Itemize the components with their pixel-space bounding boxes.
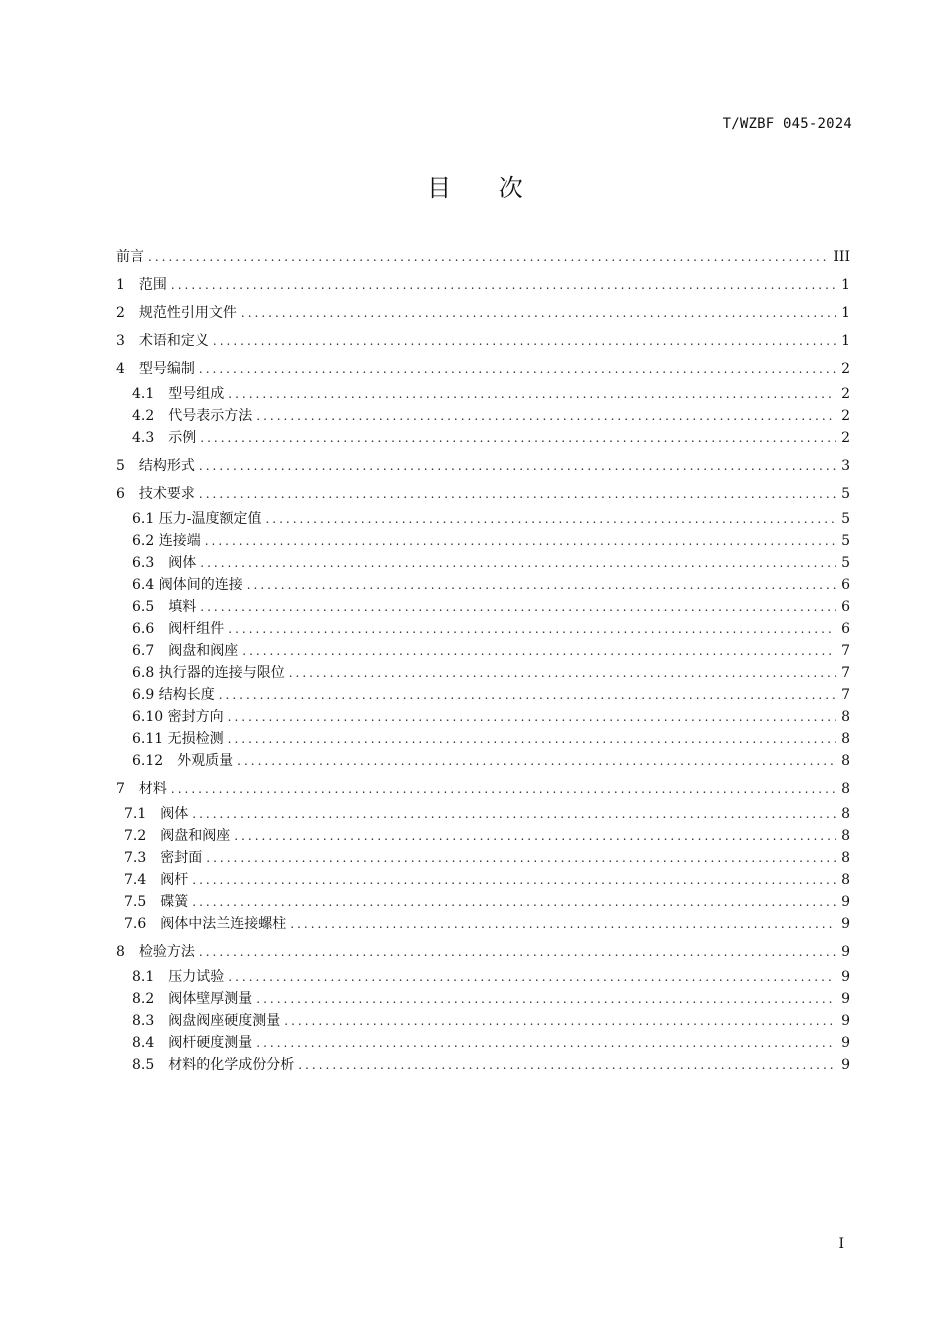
toc-entry-page: 9: [841, 1013, 850, 1029]
toc-leader-dots: [199, 358, 836, 380]
document-code: T/WZBF 045-2024: [722, 116, 852, 132]
toc-entry-page: 2: [841, 430, 850, 446]
toc-entry[interactable]: [116, 455, 850, 477]
toc-entry-page: 8: [841, 781, 850, 797]
toc-entry-label: 7 材料: [116, 781, 167, 797]
page-number: I: [838, 1236, 844, 1252]
toc-leader-dots: [242, 640, 836, 662]
toc-entry-label: 7.2 阀盘和阀座: [124, 828, 231, 844]
toc-entry[interactable]: [116, 640, 850, 662]
toc-entry-label: 6.8 执行器的连接与限位: [132, 665, 285, 681]
toc-leader-dots: [228, 383, 836, 405]
toc-entry[interactable]: [116, 941, 850, 963]
toc-entry[interactable]: [116, 1010, 850, 1032]
toc-entry[interactable]: [116, 246, 850, 268]
toc-entry-page: 9: [841, 1057, 850, 1073]
toc-leader-dots: [237, 750, 836, 772]
toc-entry-page: 9: [841, 894, 850, 910]
toc-entry-label: 8.1 压力试验: [132, 969, 225, 985]
toc-entry[interactable]: [116, 1032, 850, 1054]
toc-entry[interactable]: [116, 596, 850, 618]
toc-entry[interactable]: [116, 966, 850, 988]
toc-entry-label: 6 技术要求: [116, 486, 195, 502]
toc-entry-label: 8.3 阀盘阀座硬度测量: [132, 1013, 281, 1029]
toc-entry-page: 7: [841, 643, 850, 659]
toc-entry[interactable]: [116, 706, 850, 728]
toc-entry-page: 9: [841, 969, 850, 985]
toc-leader-dots: [171, 274, 836, 296]
toc-entry-page: 2: [841, 408, 850, 424]
toc-leader-dots: [206, 847, 836, 869]
toc-leader-dots: [256, 988, 836, 1010]
toc-leader-dots: [228, 966, 836, 988]
toc-entry-label: 7.3 密封面: [124, 850, 203, 866]
toc-leader-dots: [200, 552, 836, 574]
toc-entry-label: 4 型号编制: [116, 361, 195, 377]
toc-entry-label: 7.4 阀杆: [124, 872, 189, 888]
toc-entry[interactable]: [116, 405, 850, 427]
toc-entry-label: 8 检验方法: [116, 944, 195, 960]
toc-entry[interactable]: [116, 803, 850, 825]
toc-leader-dots: [289, 662, 836, 684]
toc-entry-label: 6.9 结构长度: [132, 687, 215, 703]
toc-entry-label: 8.4 阀杆硬度测量: [132, 1035, 253, 1051]
toc-entry-label: 前言: [116, 249, 144, 265]
toc-entry-label: 4.1 型号组成: [132, 386, 225, 402]
toc-entry-label: 7.5 碟簧: [124, 894, 189, 910]
toc-entry-label: 6.7 阀盘和阀座: [132, 643, 239, 659]
toc-leader-dots: [256, 1032, 836, 1054]
toc-entry-label: 3 术语和定义: [116, 333, 209, 349]
toc-entry-label: 6.2 连接端: [132, 533, 201, 549]
toc-entry-page: 8: [841, 872, 850, 888]
toc-leader-dots: [228, 728, 836, 750]
toc-leader-dots: [192, 891, 836, 913]
toc-entry[interactable]: [116, 750, 850, 772]
toc-entry[interactable]: [116, 552, 850, 574]
toc-entry-page: 5: [841, 555, 850, 571]
toc-entry-page: 2: [841, 361, 850, 377]
toc-entry-page: 1: [841, 277, 850, 293]
toc-entry-page: 8: [841, 806, 850, 822]
toc-entry-page: 7: [841, 665, 850, 681]
toc-entry-label: 6.1 压力-温度额定值: [132, 511, 262, 527]
toc-entry-page: 5: [841, 486, 850, 502]
toc-entry-label: 6.12 外观质量: [132, 753, 234, 769]
toc-leader-dots: [241, 302, 836, 324]
toc-entry-page: 9: [841, 944, 850, 960]
toc-entry-label: 1 范围: [116, 277, 167, 293]
toc-entry[interactable]: [116, 988, 850, 1010]
toc-leader-dots: [200, 596, 836, 618]
toc-entry-label: 6.10 密封方向: [132, 709, 224, 725]
toc-entry-label: 7.1 阀体: [124, 806, 189, 822]
toc-entry[interactable]: [116, 847, 850, 869]
toc-entry-page: 3: [841, 458, 850, 474]
toc-entry[interactable]: [116, 662, 850, 684]
toc-entry[interactable]: [116, 358, 850, 380]
toc-entry[interactable]: [116, 825, 850, 847]
toc-entry[interactable]: [116, 427, 850, 449]
toc-entry-label: 6.3 阀体: [132, 555, 197, 571]
toc-entry[interactable]: [116, 508, 850, 530]
toc-entry[interactable]: [116, 1054, 850, 1076]
toc-entry-label: 8.5 材料的化学成份分析: [132, 1057, 295, 1073]
toc-entry-label: 7.6 阀体中法兰连接螺柱: [124, 916, 287, 932]
toc-leader-dots: [192, 869, 836, 891]
toc-entry-page: 2: [841, 386, 850, 402]
toc-entry-page: 5: [841, 511, 850, 527]
toc-entry[interactable]: [116, 483, 850, 505]
toc-leader-dots: [148, 246, 829, 268]
toc-leader-dots: [205, 530, 836, 552]
toc-entry-page: 9: [841, 1035, 850, 1051]
toc-entry-label: 6.5 填料: [132, 599, 197, 615]
toc-leader-dots: [234, 825, 836, 847]
toc-entry[interactable]: [116, 302, 850, 324]
toc-entry-page: 9: [841, 991, 850, 1007]
toc-leader-dots: [298, 1054, 836, 1076]
toc-entry-page: 1: [841, 305, 850, 321]
toc-leader-dots: [192, 803, 836, 825]
toc-entry-page: 8: [841, 709, 850, 725]
toc-entry[interactable]: [116, 728, 850, 750]
toc-leader-dots: [171, 778, 836, 800]
toc-entry-label: 2 规范性引用文件: [116, 305, 237, 321]
toc-entry-label: 4.3 示例: [132, 430, 197, 446]
toc-leader-dots: [256, 405, 836, 427]
toc-leader-dots: [247, 574, 836, 596]
toc-entry[interactable]: [116, 383, 850, 405]
toc-entry-page: 1: [841, 333, 850, 349]
table-of-contents: [116, 246, 850, 1076]
toc-leader-dots: [290, 913, 836, 935]
toc-entry[interactable]: [116, 891, 850, 913]
toc-entry-page: 8: [841, 828, 850, 844]
toc-leader-dots: [265, 508, 836, 530]
toc-entry[interactable]: [116, 778, 850, 800]
toc-entry-page: 9: [841, 916, 850, 932]
toc-leader-dots: [199, 455, 836, 477]
toc-entry[interactable]: [116, 530, 850, 552]
toc-entry[interactable]: [116, 330, 850, 352]
toc-leader-dots: [213, 330, 836, 352]
toc-entry[interactable]: [116, 913, 850, 935]
toc-entry-label: 6.11 无损检测: [132, 731, 224, 747]
toc-entry-label: 6.4 阀体间的连接: [132, 577, 243, 593]
toc-entry-page: III: [833, 249, 850, 265]
toc-entry[interactable]: [116, 274, 850, 296]
toc-entry[interactable]: [116, 869, 850, 891]
toc-entry-page: 7: [841, 687, 850, 703]
toc-entry[interactable]: [116, 618, 850, 640]
toc-leader-dots: [219, 684, 836, 706]
toc-entry-label: 4.2 代号表示方法: [132, 408, 253, 424]
page-title: 目 次: [427, 174, 543, 202]
toc-entry[interactable]: [116, 684, 850, 706]
toc-entry-page: 6: [841, 599, 850, 615]
toc-entry-page: 8: [841, 850, 850, 866]
toc-entry-page: 8: [841, 731, 850, 747]
toc-leader-dots: [199, 483, 836, 505]
toc-leader-dots: [228, 706, 836, 728]
toc-entry-page: 5: [841, 533, 850, 549]
toc-leader-dots: [284, 1010, 836, 1032]
toc-entry-label: 6.6 阀杆组件: [132, 621, 225, 637]
toc-entry-page: 6: [841, 577, 850, 593]
toc-entry[interactable]: [116, 574, 850, 596]
toc-leader-dots: [228, 618, 836, 640]
toc-leader-dots: [200, 427, 836, 449]
toc-entry-label: 8.2 阀体壁厚测量: [132, 991, 253, 1007]
toc-entry-page: 6: [841, 621, 850, 637]
toc-leader-dots: [199, 941, 836, 963]
toc-entry-label: 5 结构形式: [116, 458, 195, 474]
toc-entry-page: 8: [841, 753, 850, 769]
